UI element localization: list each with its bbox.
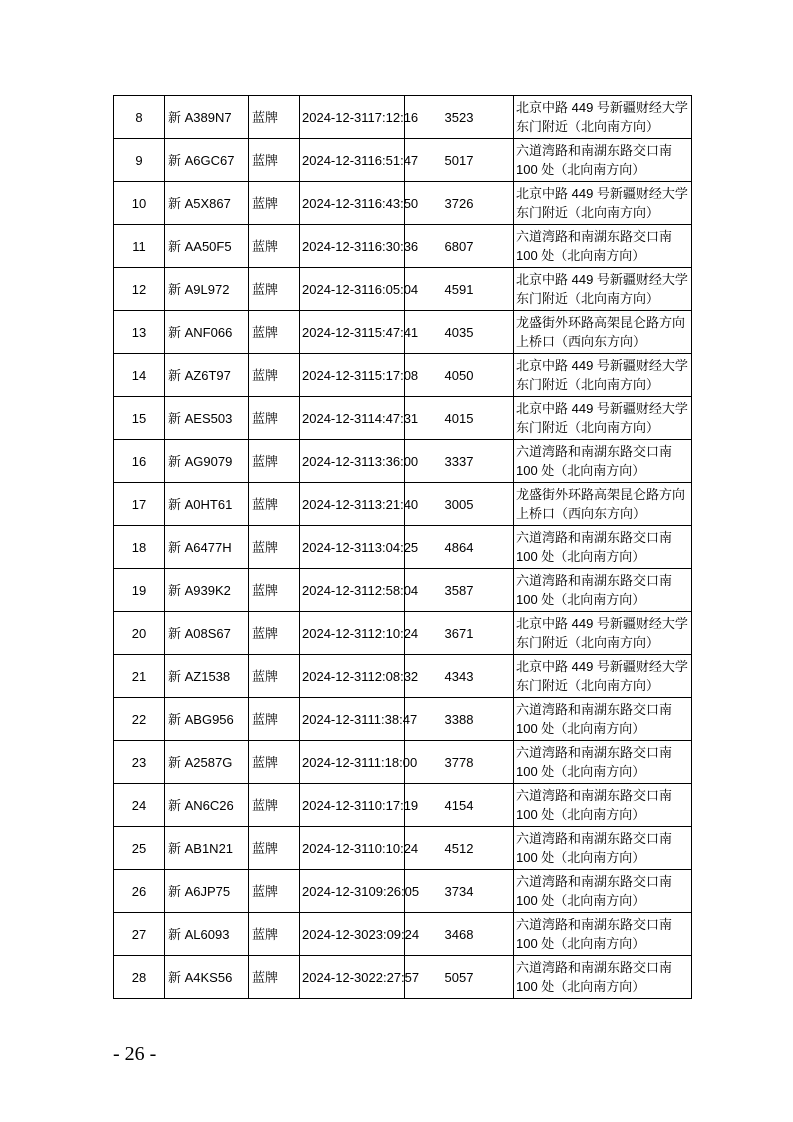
plate-number-cell: 新 AZ6T97 [165,354,249,397]
plate-number-cell: 新 A5X867 [165,182,249,225]
datetime-cell-line1: 2024-12-30 [302,969,369,985]
datetime-cell-line2: 16:51:47 [367,152,419,168]
plate-number-cell: 新 ANF066 [165,311,249,354]
location-cell-line1: 北京中路 449 号新疆财经大学 [516,401,688,416]
location-cell-line1: 六道湾路和南湖东路交口南 [516,573,673,588]
location-cell-line1: 六道湾路和南湖东路交口南 [516,831,673,846]
value-cell: 3523 [405,96,514,139]
location-cell-line2: 东门附近（北向南方向） [516,420,660,435]
location-cell [514,956,692,999]
plate-color-cell: 蓝牌 [249,483,300,526]
table-row [114,698,692,741]
value-cell: 4015 [405,397,514,440]
datetime-cell-line2: 16:43:50 [367,195,419,211]
location-cell-line2: 100 处（北向南方向） [516,721,646,736]
datetime-cell-line2: 13:04:25 [367,539,419,555]
datetime-cell [300,956,420,999]
plate-color-cell: 蓝牌 [249,612,300,655]
location-cell-line1: 六道湾路和南湖东路交口南 [516,702,673,717]
table-row [114,397,692,440]
plate-number-cell: 新 AL6093 [165,913,249,956]
datetime-cell-line1: 2024-12-31 [302,238,368,254]
location-cell [514,311,692,354]
value-cell: 4591 [405,268,514,311]
table-row [114,956,692,999]
datetime-cell-line1: 2024-12-31 [302,152,368,168]
plate-color-cell: 蓝牌 [249,225,300,268]
plate-color-cell: 蓝牌 [249,96,300,139]
row-number-cell: 16 [114,440,165,483]
plate-number-cell: 新 AA50F5 [165,225,249,268]
datetime-cell-line2: 16:05:04 [367,281,419,297]
plate-color-cell: 蓝牌 [249,870,300,913]
plate-color-cell: 蓝牌 [249,440,300,483]
location-cell [514,655,692,698]
row-number-cell: 26 [114,870,165,913]
location-cell-line1: 六道湾路和南湖东路交口南 [516,444,673,459]
location-cell-line1: 六道湾路和南湖东路交口南 [516,143,673,158]
datetime-cell [300,354,419,397]
datetime-cell-line2: 16:30:36 [367,238,419,254]
location-cell [514,526,692,569]
datetime-cell-line1: 2024-12-31 [302,711,368,727]
location-cell-line2: 100 处（北向南方向） [516,549,646,564]
value-cell: 4035 [405,311,514,354]
value-cell: 3778 [405,741,514,784]
value-cell: 3587 [405,569,514,612]
plate-number-cell: 新 A6JP75 [165,870,249,913]
location-cell-line2: 100 处（北向南方向） [516,807,646,822]
plate-color-cell: 蓝牌 [249,956,300,999]
datetime-cell-line1: 2024-12-31 [302,625,368,641]
value-cell: 3005 [405,483,514,526]
location-cell-line2: 100 处（北向南方向） [516,162,646,177]
location-cell-line2: 上桥口（西向东方向） [516,506,647,521]
plate-color-cell: 蓝牌 [249,741,300,784]
value-cell: 4050 [405,354,514,397]
plate-number-cell: 新 A939K2 [165,569,249,612]
plate-number-cell: 新 AZ1538 [165,655,249,698]
datetime-cell [300,96,419,139]
page-number: - 26 - [113,1043,157,1065]
plate-number-cell: 新 A2587G [165,741,249,784]
value-cell: 5017 [405,139,514,182]
location-cell-line2: 东门附近（北向南方向） [516,635,660,650]
datetime-cell [300,139,419,182]
table-row [114,569,692,612]
row-number-cell: 19 [114,569,165,612]
location-cell-line1: 北京中路 449 号新疆财经大学 [516,186,688,201]
table-row [114,741,692,784]
location-cell-line2: 东门附近（北向南方向） [516,119,660,134]
datetime-cell-line1: 2024-12-31 [302,496,368,512]
value-cell: 4864 [405,526,514,569]
plate-color-cell: 蓝牌 [249,139,300,182]
datetime-cell-line2: 22:27:57 [368,969,420,985]
datetime-cell [300,268,419,311]
plate-color-cell: 蓝牌 [249,311,300,354]
location-cell-line1: 北京中路 449 号新疆财经大学 [516,100,688,115]
datetime-cell-line1: 2024-12-31 [302,539,368,555]
row-number-cell: 28 [114,956,165,999]
table-row [114,440,692,483]
plate-number-cell: 新 AG9079 [165,440,249,483]
plate-color-cell: 蓝牌 [249,698,300,741]
plate-number-cell: 新 AES503 [165,397,249,440]
value-cell: 3671 [405,612,514,655]
value-cell: 4512 [405,827,514,870]
datetime-cell [300,569,419,612]
value-cell: 4154 [405,784,514,827]
plate-color-cell: 蓝牌 [249,268,300,311]
table-row [114,268,692,311]
location-cell-line2: 100 处（北向南方向） [516,850,646,865]
location-cell [514,268,692,311]
datetime-cell [300,870,420,913]
row-number-cell: 17 [114,483,165,526]
datetime-cell-line1: 2024-12-31 [302,109,368,125]
location-cell [514,96,692,139]
plate-color-cell: 蓝牌 [249,655,300,698]
location-cell-line2: 100 处（北向南方向） [516,979,646,994]
violation-records-table [113,95,692,999]
plate-number-cell: 新 A08S67 [165,612,249,655]
table-row [114,354,692,397]
table-row [114,182,692,225]
row-number-cell: 13 [114,311,165,354]
location-cell-line2: 东门附近（北向南方向） [516,678,660,693]
datetime-cell-line1: 2024-12-31 [302,195,368,211]
row-number-cell: 8 [114,96,165,139]
location-cell-line1: 六道湾路和南湖东路交口南 [516,874,673,889]
location-cell [514,139,692,182]
row-number-cell: 14 [114,354,165,397]
plate-color-cell: 蓝牌 [249,397,300,440]
location-cell-line2: 东门附近（北向南方向） [516,291,660,306]
location-cell-line2: 100 处（北向南方向） [516,248,646,263]
plate-color-cell: 蓝牌 [249,569,300,612]
plate-number-cell: 新 A6477H [165,526,249,569]
table-row [114,139,692,182]
datetime-cell-line2: 15:47:41 [367,324,419,340]
location-cell-line2: 上桥口（西向东方向） [516,334,647,349]
datetime-cell-line2: 12:58:04 [367,582,419,598]
table-body [114,96,692,999]
datetime-cell-line1: 2024-12-31 [302,367,368,383]
row-number-cell: 11 [114,225,165,268]
location-cell [514,913,692,956]
datetime-cell [300,182,419,225]
location-cell-line1: 龙盛街外环路高架昆仑路方向 [516,315,686,330]
location-cell [514,354,692,397]
location-cell-line1: 六道湾路和南湖东路交口南 [516,229,673,244]
table-row [114,96,692,139]
plate-color-cell: 蓝牌 [249,784,300,827]
row-number-cell: 27 [114,913,165,956]
table-row [114,526,692,569]
location-cell-line2: 东门附近（北向南方向） [516,205,660,220]
datetime-cell-line2: 11:18:00 [367,754,418,770]
datetime-cell [300,784,419,827]
row-number-cell: 9 [114,139,165,182]
datetime-cell-line1: 2024-12-31 [302,883,369,899]
plate-color-cell: 蓝牌 [249,354,300,397]
table-row [114,784,692,827]
plate-number-cell: 新 A0HT61 [165,483,249,526]
datetime-cell-line2: 23:09:24 [368,926,420,942]
location-cell-line1: 六道湾路和南湖东路交口南 [516,530,673,545]
datetime-cell [300,913,420,956]
datetime-cell-line1: 2024-12-31 [302,410,368,426]
location-cell [514,827,692,870]
location-cell-line1: 六道湾路和南湖东路交口南 [516,788,673,803]
location-cell [514,440,692,483]
location-cell-line1: 北京中路 449 号新疆财经大学 [516,616,688,631]
datetime-cell-line2: 13:36:00 [367,453,419,469]
location-cell-line2: 东门附近（北向南方向） [516,377,660,392]
datetime-cell-line2: 12:10:24 [367,625,419,641]
datetime-cell-line1: 2024-12-31 [302,754,368,770]
datetime-cell-line1: 2024-12-31 [302,840,368,856]
table-row [114,827,692,870]
row-number-cell: 22 [114,698,165,741]
row-number-cell: 25 [114,827,165,870]
value-cell: 3468 [405,913,514,956]
table-row [114,311,692,354]
location-cell [514,870,692,913]
table-row [114,870,692,913]
datetime-cell [300,698,418,741]
datetime-cell [300,397,419,440]
datetime-cell [300,483,419,526]
datetime-cell-line1: 2024-12-30 [302,926,369,942]
datetime-cell-line1: 2024-12-31 [302,281,368,297]
location-cell [514,784,692,827]
datetime-cell-line2: 13:21:40 [367,496,419,512]
datetime-cell-line2: 14:47:31 [367,410,419,426]
table-row [114,483,692,526]
location-cell [514,182,692,225]
datetime-cell-line2: 10:17:19 [367,797,419,813]
location-cell-line2: 100 处（北向南方向） [516,463,646,478]
value-cell: 3337 [405,440,514,483]
row-number-cell: 10 [114,182,165,225]
value-cell: 4343 [405,655,514,698]
row-number-cell: 20 [114,612,165,655]
plate-number-cell: 新 A6GC67 [165,139,249,182]
location-cell-line1: 六道湾路和南湖东路交口南 [516,917,673,932]
datetime-cell [300,827,419,870]
location-cell [514,698,692,741]
location-cell-line1: 六道湾路和南湖东路交口南 [516,960,673,975]
datetime-cell [300,612,419,655]
value-cell: 3388 [405,698,514,741]
value-cell: 3726 [405,182,514,225]
datetime-cell-line2: 09:26:05 [368,883,420,899]
plate-color-cell: 蓝牌 [249,913,300,956]
table-row [114,655,692,698]
value-cell: 3734 [405,870,514,913]
row-number-cell: 21 [114,655,165,698]
location-cell [514,397,692,440]
plate-number-cell: 新 ABG956 [165,698,249,741]
location-cell-line2: 100 处（北向南方向） [516,764,646,779]
location-cell [514,741,692,784]
datetime-cell [300,655,419,698]
location-cell-line2: 100 处（北向南方向） [516,592,646,607]
value-cell: 5057 [405,956,514,999]
row-number-cell: 15 [114,397,165,440]
datetime-cell-line1: 2024-12-31 [302,668,368,684]
datetime-cell [300,225,419,268]
location-cell [514,612,692,655]
plate-number-cell: 新 AB1N21 [165,827,249,870]
location-cell [514,483,692,526]
datetime-cell-line1: 2024-12-31 [302,797,368,813]
location-cell-line1: 北京中路 449 号新疆财经大学 [516,358,688,373]
row-number-cell: 23 [114,741,165,784]
plate-number-cell: 新 A4KS56 [165,956,249,999]
row-number-cell: 12 [114,268,165,311]
datetime-cell-line2: 10:10:24 [367,840,419,856]
row-number-cell: 18 [114,526,165,569]
location-cell-line2: 100 处（北向南方向） [516,893,646,908]
row-number-cell: 24 [114,784,165,827]
table-row [114,612,692,655]
datetime-cell-line1: 2024-12-31 [302,453,368,469]
datetime-cell-line2: 12:08:32 [367,668,419,684]
datetime-cell [300,311,419,354]
table-row [114,913,692,956]
table-row [114,225,692,268]
plate-color-cell: 蓝牌 [249,827,300,870]
location-cell [514,569,692,612]
plate-number-cell: 新 AN6C26 [165,784,249,827]
plate-color-cell: 蓝牌 [249,526,300,569]
value-cell: 6807 [405,225,514,268]
plate-number-cell: 新 A9L972 [165,268,249,311]
datetime-cell-line2: 17:12:16 [367,109,419,125]
plate-color-cell: 蓝牌 [249,182,300,225]
location-cell-line1: 北京中路 449 号新疆财经大学 [516,272,688,287]
location-cell-line2: 100 处（北向南方向） [516,936,646,951]
location-cell-line1: 六道湾路和南湖东路交口南 [516,745,673,760]
datetime-cell-line1: 2024-12-31 [302,324,368,340]
plate-number-cell: 新 A389N7 [165,96,249,139]
datetime-cell-line1: 2024-12-31 [302,582,368,598]
location-cell-line1: 龙盛街外环路高架昆仑路方向 [516,487,686,502]
datetime-cell-line2: 15:17:08 [367,367,419,383]
datetime-cell [300,741,418,784]
location-cell [514,225,692,268]
datetime-cell [300,526,419,569]
location-cell-line1: 北京中路 449 号新疆财经大学 [516,659,688,674]
datetime-cell [300,440,419,483]
datetime-cell-line2: 11:38:47 [367,711,418,727]
